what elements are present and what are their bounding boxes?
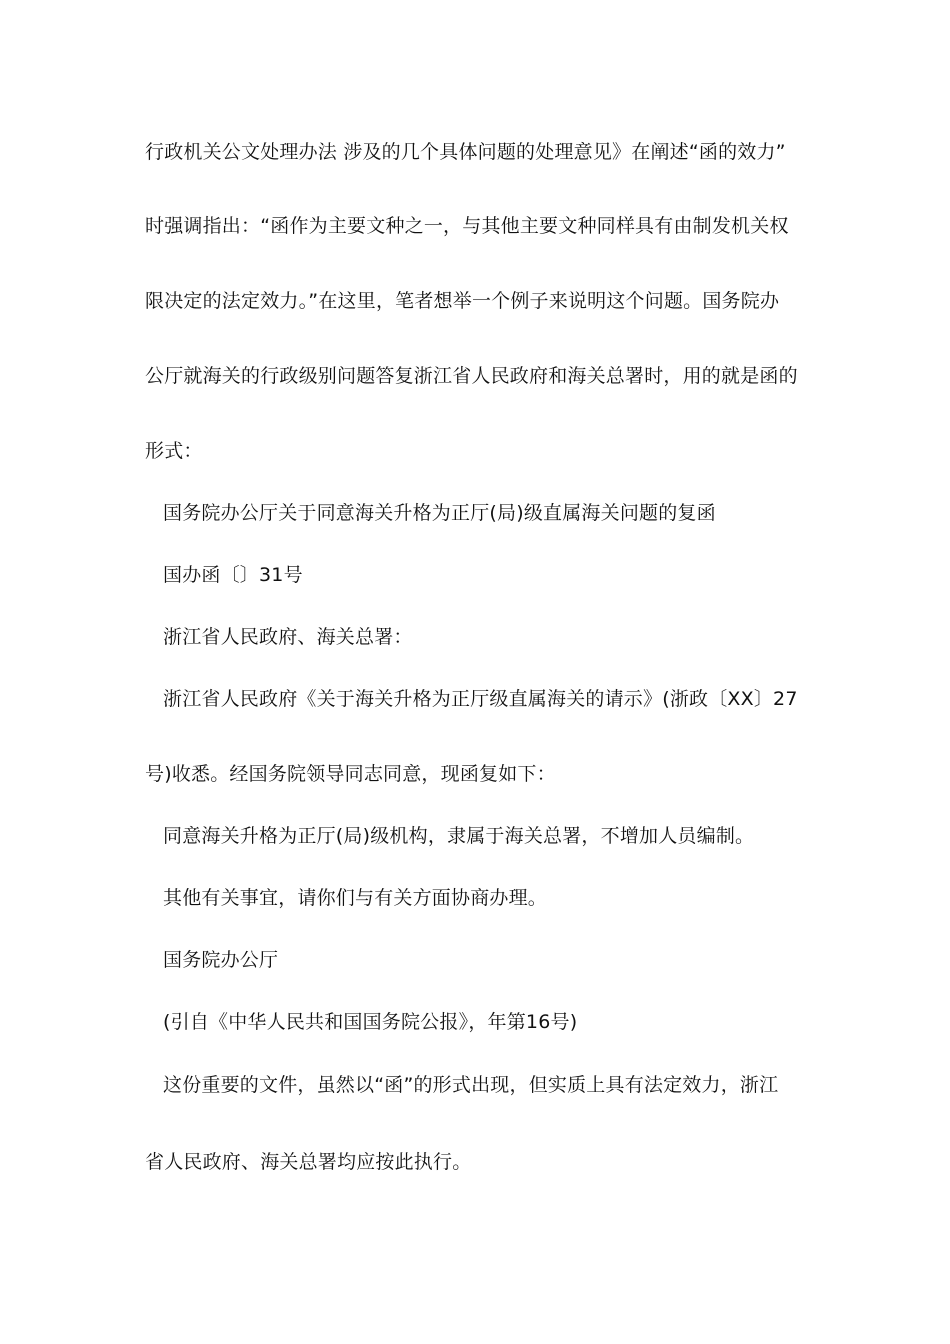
paragraph-line: 时强调指出：“函作为主要文种之一，与其他主要文种同样具有由制发机关权	[145, 215, 789, 237]
letter-body-line: 其他有关事宜，请你们与有关方面协商办理。	[163, 887, 548, 909]
letter-doc-number: 国办函〔〕31号	[163, 564, 303, 586]
letter-source: (引自《中华人民共和国国务院公报》，年第16号)	[163, 1011, 578, 1033]
letter-body-line: 号)收悉。经国务院领导同志同意，现函复如下：	[145, 763, 556, 785]
conclusion-line: 这份重要的文件，虽然以“函”的形式出现，但实质上具有法定效力，浙江	[163, 1074, 779, 1096]
paragraph-line: 形式：	[145, 440, 203, 462]
letter-body-line: 浙江省人民政府《关于海关升格为正厅级直属海关的请示》(浙政〔XX〕27	[163, 688, 798, 710]
paragraph-line: 限决定的法定效力。”在这里，笔者想举一个例子来说明这个问题。国务院办	[145, 290, 780, 312]
letter-recipient: 浙江省人民政府、海关总署：	[163, 626, 413, 648]
letter-body-line: 同意海关升格为正厅(局)级机构，隶属于海关总署，不增加人员编制。	[163, 825, 755, 847]
letter-signature: 国务院办公厅	[163, 949, 279, 971]
paragraph-line: 公厅就海关的行政级别问题答复浙江省人民政府和海关总署时，用的就是函的	[145, 365, 798, 387]
paragraph-line: 行政机关公文处理办法 涉及的几个具体问题的处理意见》在阐述“函的效力”	[145, 141, 786, 163]
conclusion-line: 省人民政府、海关总署均应按此执行。	[145, 1151, 472, 1173]
letter-title: 国务院办公厅关于同意海关升格为正厅(局)级直属海关问题的复函	[163, 502, 716, 524]
